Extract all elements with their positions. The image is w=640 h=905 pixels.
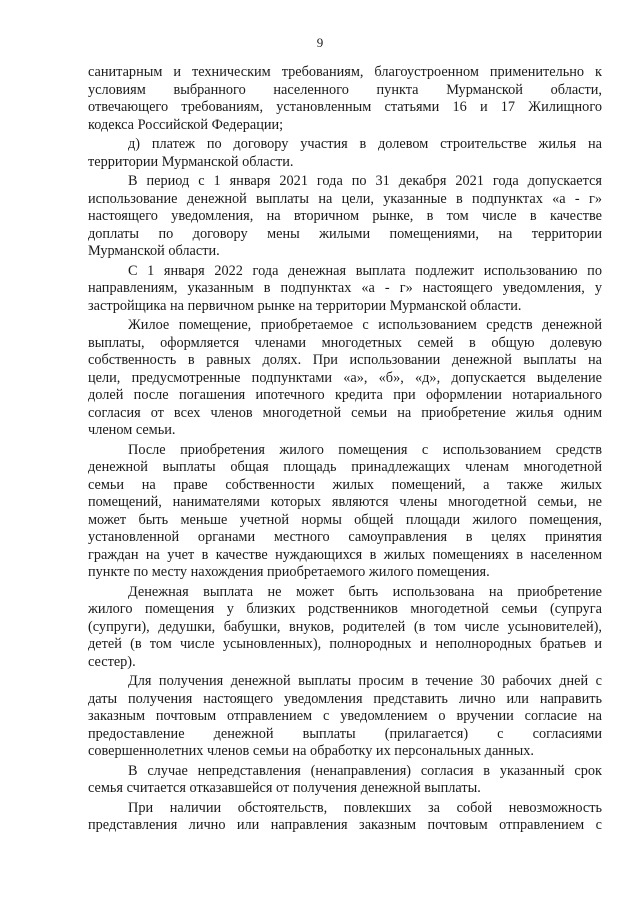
text-line: При наличии обстоятельств, повлекших за собой невозможность [128,799,602,816]
paragraph [88,673,602,761]
text-line: Мурманской области. [88,243,220,259]
text-line: предоставление денежной выплаты (прилагается) с согласиями [88,725,602,742]
text-line: установленной органами местного самоуправления в целях принятия [88,529,602,545]
paragraph [88,263,602,316]
text-line: долей после погашения ипотечного кредита при оформлении нотариального [88,387,602,403]
text-line: сестер). [88,653,136,670]
text-line: застройщика на первичном рынке на территории Мурманской области. [88,297,522,314]
paragraph [88,584,602,672]
text-line: С 1 января 2022 года денежная выплата подлежит использованию по [128,262,602,279]
text-line: санитарным и техническим требованиям, благоустроенном применительно к [88,64,602,80]
paragraph [88,173,602,261]
paragraph [88,64,602,134]
text-line: условиям выбранного населенного пункта Мурманской области, [88,81,602,98]
text-line: доплаты по договору мены жилыми помещениями, на территории [88,225,602,242]
text-line: семьи на праве собственности жилых помещений, а также жилых [88,476,602,493]
text-line: направлениям, указанным в подпунктах «а - г» настоящего уведомления, у [88,280,602,296]
text-line: собственность в равных долях. При использовании денежной выплаты на [88,352,602,368]
text-line: д) платеж по договору участия в долевом строительстве жилья на [128,136,602,152]
text-line: (супруги), дедушки, бабушки, внуков, родителей (в том числе усыновителей), [88,618,602,635]
paragraph [88,442,602,582]
text-line: настоящего уведомления, на вторичном рынке, в том числе в качестве [88,208,602,224]
text-line: Для получения денежной выплаты просим в течение 30 рабочих дней с [128,673,602,689]
text-line: пункте по месту нахождения приобретаемого жилого помещения. [88,564,490,580]
text-line: кодекса Российской Федерации; [88,116,284,133]
text-line: заказным почтовым отправлением с уведомлением о вручении согласие на [88,708,602,724]
text-line: Денежная выплата не может быть использована на приобретение [128,583,602,600]
text-line: совершеннолетних членов семьи на обработку их персональных данных. [88,743,534,759]
text-line: даты получения настоящего уведомления представить лично или направить [88,690,602,707]
page-number: 9 [316,35,324,50]
text-line: В случае непредставления (ненаправления) согласия в указанный срок [128,762,602,779]
text-line: граждан на учет в качестве нуждающихся в жилых помещениях в населенном [88,546,602,563]
text-line: использование денежной выплаты на цели, указанные в подпунктах «а - г» [88,190,602,207]
paragraph [88,136,602,171]
document-body [88,64,602,835]
text-line: отвечающего требованиям, установленным статьями 16 и 17 Жилищного [88,99,602,115]
paragraph [88,763,602,798]
text-line: денежной выплаты общая площадь принадлежащих членам многодетной [88,459,602,475]
paragraph [88,800,602,835]
text-line: может быть меньше учетной нормы общей площади жилого помещения, [88,511,602,528]
text-line: В период с 1 января 2021 года по 31 декабря 2021 года допускается [128,173,602,189]
text-line: детей (в том числе усыновленных), полнородных и неполнородных братьев и [88,636,602,652]
text-line: территории Мурманской области. [88,153,294,170]
text-line: жилого помещения у близких родственников многодетной семьи (супруга [88,601,602,617]
paragraph [88,317,602,440]
text-line: семья считается отказавшейся от получения денежной выплаты. [88,780,481,796]
text-line: помещений, нанимателями которых являются члены многодетной семьи, не [88,494,602,510]
text-line: После приобретения жилого помещения с использованием средств [128,441,602,458]
text-line: выплаты, оформляется членами многодетных семей в общую долевую [88,334,602,351]
text-line: представления лично или направления заказным почтовым отправлением с [88,817,602,833]
text-line: цели, предусмотренные подпунктами «а», «б», «д», допускается выделение [88,369,602,386]
text-line: согласия от всех членов многодетной семьи на приобретение жилья одним [88,404,602,421]
text-line: Жилое помещение, приобретаемое с использованием средств денежной [128,317,602,333]
text-line: членом семьи. [88,422,176,438]
